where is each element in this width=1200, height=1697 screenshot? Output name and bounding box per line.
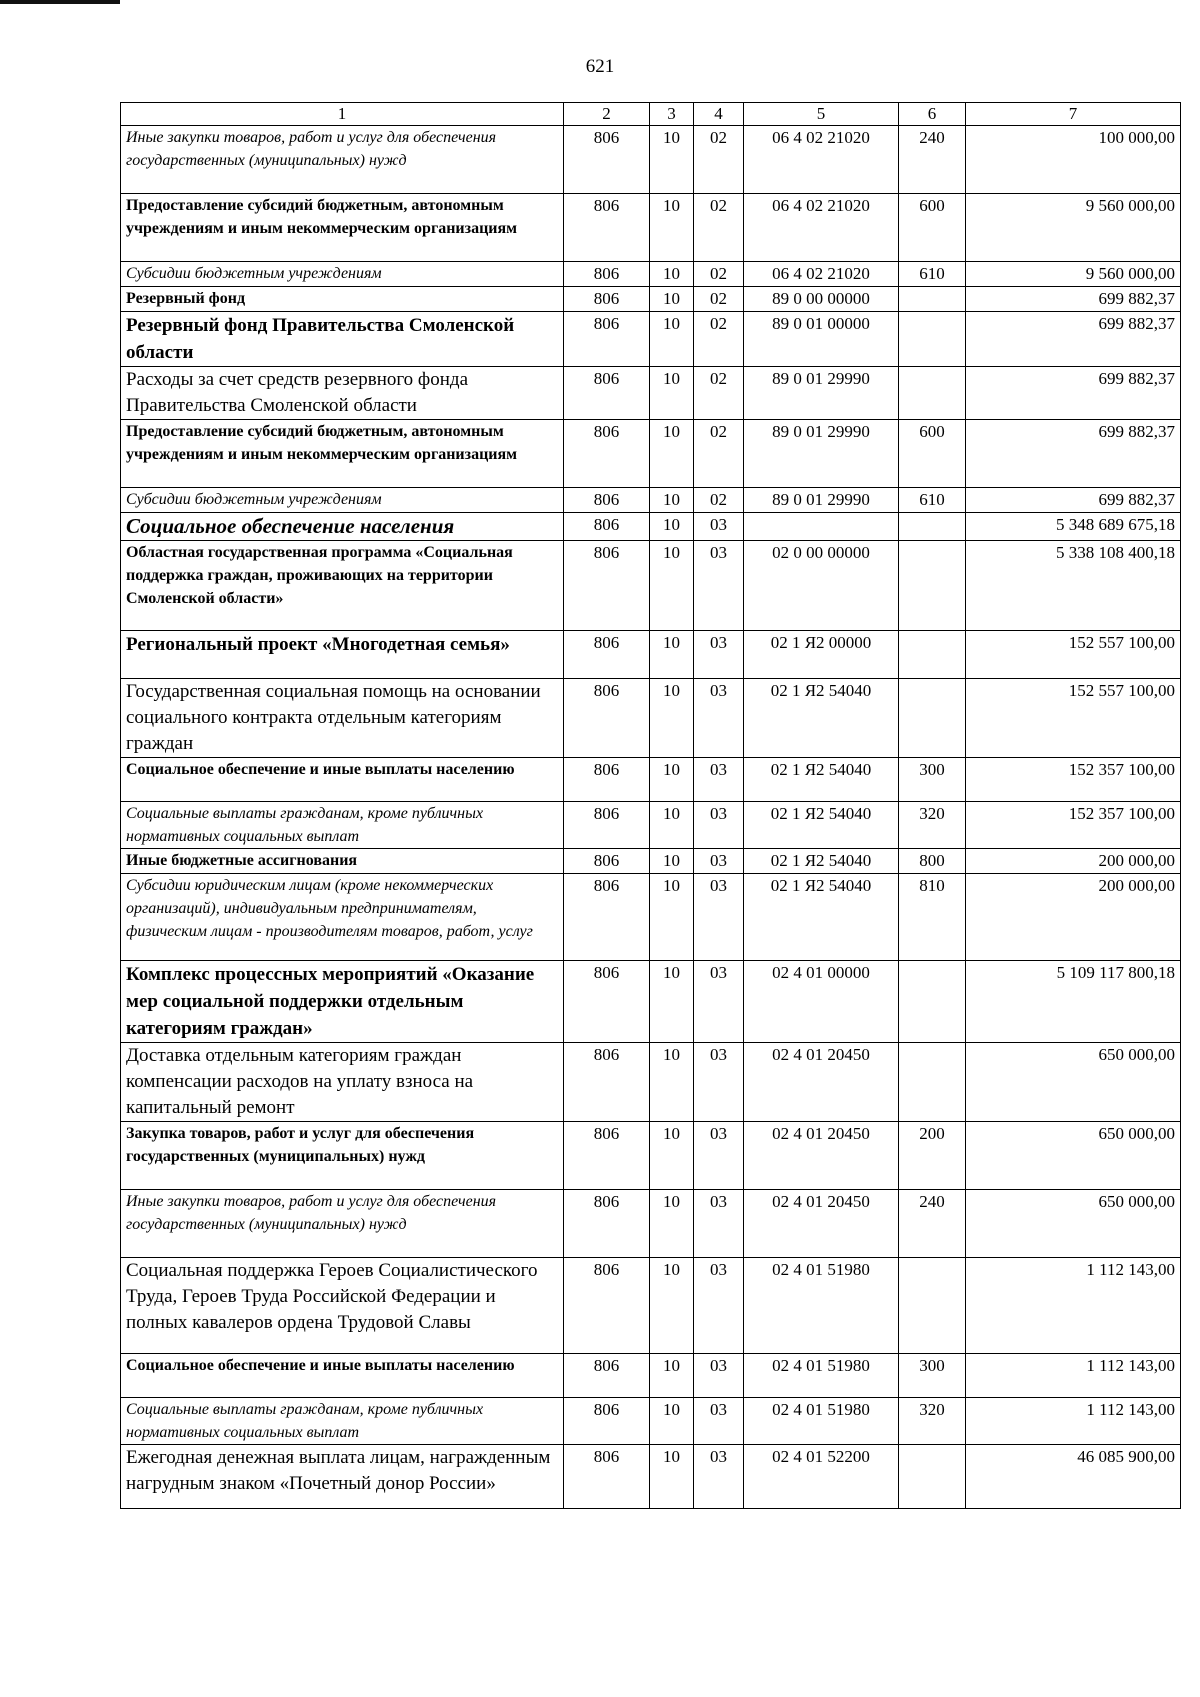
subsection-code: 02 — [694, 262, 744, 287]
admin-code: 806 — [564, 1190, 650, 1258]
target-article: 02 4 01 00000 — [744, 961, 899, 1043]
column-header-5: 5 — [744, 103, 899, 126]
admin-code: 806 — [564, 367, 650, 420]
amount: 152 557 100,00 — [966, 679, 1181, 758]
item-name: Ежегодная денежная выплата лицам, награжденным нагрудным знаком «Почетный донор России» — [121, 1445, 564, 1509]
subsection-code: 03 — [694, 1398, 744, 1445]
page-number: 621 — [585, 56, 615, 77]
expense-type — [899, 513, 966, 541]
expense-type — [899, 1258, 966, 1354]
expense-type — [899, 541, 966, 631]
subsection-code: 03 — [694, 1258, 744, 1354]
section-code: 10 — [650, 1258, 694, 1354]
admin-code: 806 — [564, 1445, 650, 1509]
section-code: 10 — [650, 679, 694, 758]
amount: 5 338 108 400,18 — [966, 541, 1181, 631]
table-row — [121, 802, 1181, 849]
table-row — [121, 126, 1181, 194]
target-article: 06 4 02 21020 — [744, 194, 899, 262]
table-body — [121, 126, 1181, 1509]
amount: 1 112 143,00 — [966, 1354, 1181, 1398]
admin-code: 806 — [564, 513, 650, 541]
expense-type: 320 — [899, 1398, 966, 1445]
section-code: 10 — [650, 1354, 694, 1398]
expense-type: 300 — [899, 758, 966, 802]
section-code: 10 — [650, 488, 694, 513]
expense-type: 610 — [899, 262, 966, 287]
expense-type: 240 — [899, 1190, 966, 1258]
section-code: 10 — [650, 312, 694, 367]
section-code: 10 — [650, 1122, 694, 1190]
admin-code: 806 — [564, 631, 650, 679]
admin-code: 806 — [564, 287, 650, 312]
expense-type — [899, 631, 966, 679]
subsection-code: 03 — [694, 758, 744, 802]
item-name: Резервный фонд Правительства Смоленской области — [121, 312, 564, 367]
section-code: 10 — [650, 874, 694, 961]
amount: 699 882,37 — [966, 367, 1181, 420]
amount: 699 882,37 — [966, 287, 1181, 312]
table-row — [121, 488, 1181, 513]
item-name: Социальные выплаты гражданам, кроме публичных нормативных социальных выплат — [121, 1398, 564, 1445]
item-name: Комплекс процессных мероприятий «Оказание мер социальной поддержки отдельным категориям граждан» — [121, 961, 564, 1043]
amount: 699 882,37 — [966, 420, 1181, 488]
subsection-code: 03 — [694, 849, 744, 874]
table-row — [121, 874, 1181, 961]
item-name: Социальное обеспечение населения — [121, 513, 564, 541]
section-code: 10 — [650, 287, 694, 312]
table-row — [121, 367, 1181, 420]
target-article: 02 0 00 00000 — [744, 541, 899, 631]
section-code: 10 — [650, 367, 694, 420]
target-article: 02 1 Я2 54040 — [744, 849, 899, 874]
header-row — [121, 103, 1181, 126]
amount: 9 560 000,00 — [966, 262, 1181, 287]
subsection-code: 02 — [694, 126, 744, 194]
item-name: Предоставление субсидий бюджетным, автономным учреждениям и иным некоммерческим организациям — [121, 420, 564, 488]
subsection-code: 03 — [694, 1043, 744, 1122]
budget-table — [120, 102, 1181, 1509]
item-name: Доставка отдельным категориям граждан компенсации расходов на уплату взноса на капитальный ремонт — [121, 1043, 564, 1122]
target-article: 06 4 02 21020 — [744, 126, 899, 194]
table-row — [121, 849, 1181, 874]
amount: 1 112 143,00 — [966, 1398, 1181, 1445]
column-header-6: 6 — [899, 103, 966, 126]
expense-type — [899, 287, 966, 312]
table-row — [121, 1043, 1181, 1122]
table-row — [121, 758, 1181, 802]
subsection-code: 02 — [694, 287, 744, 312]
target-article: 02 4 01 52200 — [744, 1445, 899, 1509]
section-code: 10 — [650, 420, 694, 488]
section-code: 10 — [650, 849, 694, 874]
section-code: 10 — [650, 1190, 694, 1258]
admin-code: 806 — [564, 194, 650, 262]
item-name: Субсидии бюджетным учреждениям — [121, 262, 564, 287]
amount: 9 560 000,00 — [966, 194, 1181, 262]
amount: 100 000,00 — [966, 126, 1181, 194]
subsection-code: 02 — [694, 488, 744, 513]
item-name: Социальная поддержка Героев Социалистического Труда, Героев Труда Российской Федерации и полных кавалеров ордена Трудовой Славы — [121, 1258, 564, 1354]
section-code: 10 — [650, 262, 694, 287]
table-row — [121, 1258, 1181, 1354]
subsection-code: 03 — [694, 513, 744, 541]
item-name: Предоставление субсидий бюджетным, автономным учреждениям и иным некоммерческим организациям — [121, 194, 564, 262]
admin-code: 806 — [564, 679, 650, 758]
subsection-code: 03 — [694, 802, 744, 849]
target-article: 02 1 Я2 00000 — [744, 631, 899, 679]
amount: 699 882,37 — [966, 488, 1181, 513]
expense-type: 240 — [899, 126, 966, 194]
subsection-code: 03 — [694, 1354, 744, 1398]
amount: 46 085 900,00 — [966, 1445, 1181, 1509]
subsection-code: 02 — [694, 420, 744, 488]
admin-code: 806 — [564, 1258, 650, 1354]
item-name: Закупка товаров, работ и услуг для обеспечения государственных (муниципальных) нужд — [121, 1122, 564, 1190]
subsection-code: 03 — [694, 1445, 744, 1509]
target-article: 02 1 Я2 54040 — [744, 758, 899, 802]
column-header-7: 7 — [966, 103, 1181, 126]
item-name: Субсидии бюджетным учреждениям — [121, 488, 564, 513]
table-row — [121, 420, 1181, 488]
item-name: Резервный фонд — [121, 287, 564, 312]
item-name: Субсидии юридическим лицам (кроме некоммерческих организаций), индивидуальным предпринимателям, физическим лицам - производителям товаров, работ, услуг — [121, 874, 564, 961]
expense-type — [899, 367, 966, 420]
table-row — [121, 541, 1181, 631]
target-article: 02 1 Я2 54040 — [744, 874, 899, 961]
admin-code: 806 — [564, 1122, 650, 1190]
item-name: Иные закупки товаров, работ и услуг для обеспечения государственных (муниципальных) нужд — [121, 126, 564, 194]
target-article: 02 1 Я2 54040 — [744, 679, 899, 758]
expense-type: 610 — [899, 488, 966, 513]
amount: 1 112 143,00 — [966, 1258, 1181, 1354]
expense-type — [899, 1445, 966, 1509]
item-name: Иные бюджетные ассигнования — [121, 849, 564, 874]
admin-code: 806 — [564, 849, 650, 874]
admin-code: 806 — [564, 1354, 650, 1398]
target-article: 02 4 01 51980 — [744, 1258, 899, 1354]
target-article: 89 0 01 29990 — [744, 420, 899, 488]
expense-type: 200 — [899, 1122, 966, 1190]
expense-type: 600 — [899, 194, 966, 262]
subsection-code: 02 — [694, 194, 744, 262]
table-row — [121, 631, 1181, 679]
target-article: 02 4 01 51980 — [744, 1354, 899, 1398]
section-code: 10 — [650, 758, 694, 802]
item-name: Социальные выплаты гражданам, кроме публичных нормативных социальных выплат — [121, 802, 564, 849]
top-rule — [0, 0, 120, 4]
expense-type: 320 — [899, 802, 966, 849]
target-article — [744, 513, 899, 541]
amount: 152 357 100,00 — [966, 802, 1181, 849]
item-name: Региональный проект «Многодетная семья» — [121, 631, 564, 679]
expense-type — [899, 961, 966, 1043]
subsection-code: 03 — [694, 874, 744, 961]
expense-type: 800 — [899, 849, 966, 874]
admin-code: 806 — [564, 758, 650, 802]
admin-code: 806 — [564, 1398, 650, 1445]
subsection-code: 03 — [694, 1190, 744, 1258]
section-code: 10 — [650, 541, 694, 631]
amount: 650 000,00 — [966, 1043, 1181, 1122]
section-code: 10 — [650, 1445, 694, 1509]
admin-code: 806 — [564, 802, 650, 849]
section-code: 10 — [650, 1398, 694, 1445]
expense-type: 300 — [899, 1354, 966, 1398]
section-code: 10 — [650, 194, 694, 262]
target-article: 02 4 01 20450 — [744, 1122, 899, 1190]
subsection-code: 03 — [694, 541, 744, 631]
target-article: 89 0 00 00000 — [744, 287, 899, 312]
table-row — [121, 1398, 1181, 1445]
column-header-2: 2 — [564, 103, 650, 126]
subsection-code: 03 — [694, 961, 744, 1043]
target-article: 89 0 01 29990 — [744, 367, 899, 420]
item-name: Социальное обеспечение и иные выплаты населению — [121, 758, 564, 802]
target-article: 02 1 Я2 54040 — [744, 802, 899, 849]
table-row — [121, 312, 1181, 367]
target-article: 02 4 01 20450 — [744, 1190, 899, 1258]
column-header-3: 3 — [650, 103, 694, 126]
section-code: 10 — [650, 126, 694, 194]
subsection-code: 02 — [694, 312, 744, 367]
admin-code: 806 — [564, 541, 650, 631]
item-name: Государственная социальная помощь на основании социального контракта отдельным категориям граждан — [121, 679, 564, 758]
admin-code: 806 — [564, 961, 650, 1043]
expense-type — [899, 679, 966, 758]
amount: 200 000,00 — [966, 874, 1181, 961]
admin-code: 806 — [564, 1043, 650, 1122]
admin-code: 806 — [564, 262, 650, 287]
admin-code: 806 — [564, 312, 650, 367]
target-article: 02 4 01 20450 — [744, 1043, 899, 1122]
amount: 152 557 100,00 — [966, 631, 1181, 679]
admin-code: 806 — [564, 126, 650, 194]
item-name: Иные закупки товаров, работ и услуг для обеспечения государственных (муниципальных) нужд — [121, 1190, 564, 1258]
section-code: 10 — [650, 961, 694, 1043]
subsection-code: 03 — [694, 1122, 744, 1190]
section-code: 10 — [650, 1043, 694, 1122]
admin-code: 806 — [564, 488, 650, 513]
table-row — [121, 194, 1181, 262]
amount: 650 000,00 — [966, 1122, 1181, 1190]
column-header-4: 4 — [694, 103, 744, 126]
admin-code: 806 — [564, 874, 650, 961]
amount: 650 000,00 — [966, 1190, 1181, 1258]
expense-type — [899, 1043, 966, 1122]
section-code: 10 — [650, 802, 694, 849]
expense-type — [899, 312, 966, 367]
section-code: 10 — [650, 631, 694, 679]
expense-type: 810 — [899, 874, 966, 961]
table-row — [121, 1122, 1181, 1190]
subsection-code: 03 — [694, 679, 744, 758]
amount: 699 882,37 — [966, 312, 1181, 367]
item-name: Расходы за счет средств резервного фонда Правительства Смоленской области — [121, 367, 564, 420]
amount: 152 357 100,00 — [966, 758, 1181, 802]
table-row — [121, 262, 1181, 287]
target-article: 06 4 02 21020 — [744, 262, 899, 287]
table-row — [121, 961, 1181, 1043]
amount: 5 348 689 675,18 — [966, 513, 1181, 541]
item-name: Социальное обеспечение и иные выплаты населению — [121, 1354, 564, 1398]
target-article: 89 0 01 00000 — [744, 312, 899, 367]
subsection-code: 03 — [694, 631, 744, 679]
section-code: 10 — [650, 513, 694, 541]
subsection-code: 02 — [694, 367, 744, 420]
table-row — [121, 679, 1181, 758]
amount: 5 109 117 800,18 — [966, 961, 1181, 1043]
target-article: 89 0 01 29990 — [744, 488, 899, 513]
table-row — [121, 1190, 1181, 1258]
table-row — [121, 1445, 1181, 1509]
column-header-1: 1 — [121, 103, 564, 126]
expense-type: 600 — [899, 420, 966, 488]
table-row — [121, 513, 1181, 541]
amount: 200 000,00 — [966, 849, 1181, 874]
admin-code: 806 — [564, 420, 650, 488]
table-row — [121, 287, 1181, 312]
target-article: 02 4 01 51980 — [744, 1398, 899, 1445]
item-name: Областная государственная программа «Социальная поддержка граждан, проживающих на территории Смоленской области» — [121, 541, 564, 631]
table-row — [121, 1354, 1181, 1398]
